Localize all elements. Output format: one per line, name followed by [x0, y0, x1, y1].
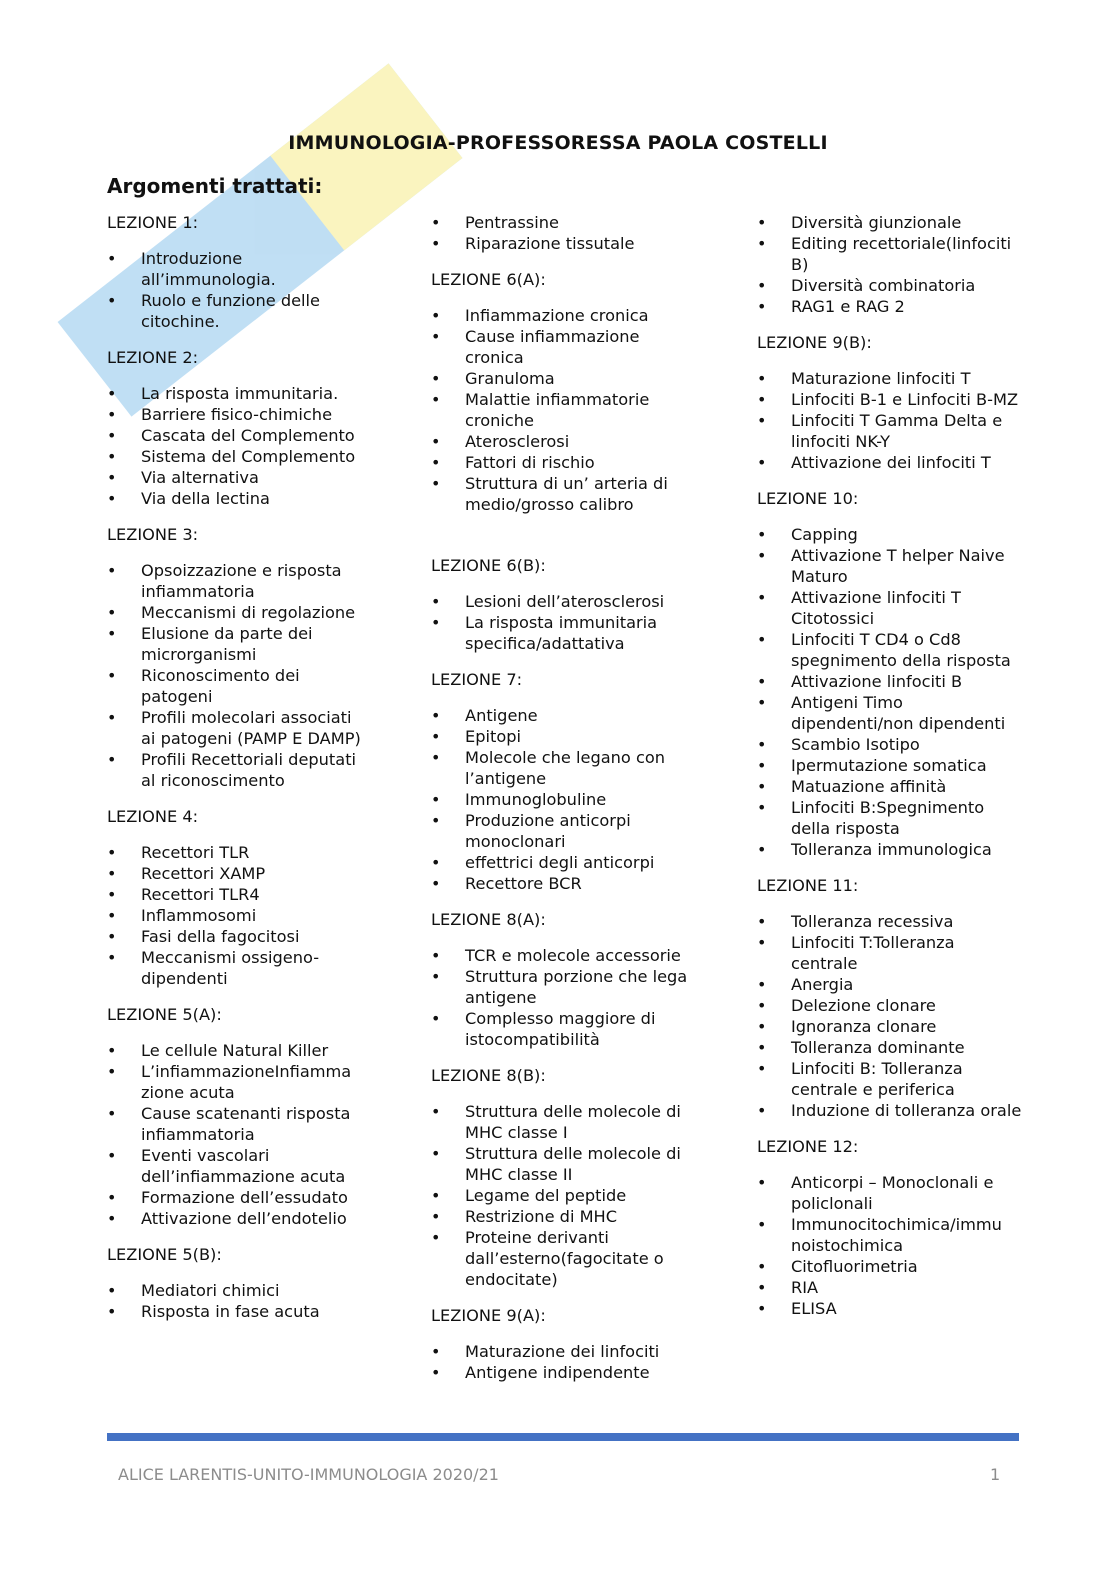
topic-item: • Capping [757, 524, 1022, 545]
lesson-1 [107, 212, 367, 332]
topic-list [431, 1341, 691, 1383]
document-title: IMMUNOLOGIA-PROFESSORESSA PAOLA COSTELLI [288, 132, 828, 154]
lesson-heading: LEZIONE 5(A): [107, 1005, 222, 1024]
topic-item: • Legame del peptide [431, 1185, 691, 1206]
lesson-heading: LEZIONE 1: [107, 213, 199, 232]
topic-item: • Elusione da parte dei microrganismi [107, 623, 367, 665]
lesson-6a [431, 269, 691, 515]
topic-item: • La risposta immunitaria specifica/adattativa [431, 612, 691, 654]
footer-text: ALICE LARENTIS-UNITO-IMMUNOLOGIA 2020/21 [118, 1465, 499, 1484]
topic-item: • Profili Recettoriali deputati al riconoscimento [107, 749, 367, 791]
lesson-heading: LEZIONE 9(A): [431, 1306, 546, 1325]
lesson-heading: LEZIONE 10: [757, 489, 859, 508]
topic-item: • Cascata del Complemento [107, 425, 367, 446]
lesson-10 [757, 488, 1022, 860]
lesson-heading: LEZIONE 9(B): [757, 333, 872, 352]
topic-item: • Linfociti B:Spegnimento della risposta [757, 797, 1022, 839]
topic-item: • Risposta in fase acuta [107, 1301, 367, 1322]
topic-list [431, 945, 691, 1050]
lesson-7 [431, 669, 691, 894]
topic-item: • Via alternativa [107, 467, 367, 488]
topic-item: • Formazione dell’essudato [107, 1187, 367, 1208]
topic-item: • Proteine derivanti dall’esterno(fagocitate o endocitate) [431, 1227, 691, 1290]
topic-list [431, 212, 691, 254]
lesson-5b [107, 1244, 367, 1322]
topic-item: • Opsoizzazione e risposta infiammatoria [107, 560, 367, 602]
topic-item: • Inflammosomi [107, 905, 367, 926]
lesson-12 [757, 1136, 1022, 1319]
topic-list [757, 911, 1022, 1121]
topic-item: • Maturazione linfociti T [757, 368, 1022, 389]
topic-item: • Recettori TLR [107, 842, 367, 863]
topics-heading: Argomenti trattati: [107, 174, 323, 198]
lesson-heading: LEZIONE 3: [107, 525, 199, 544]
topic-item: • Recettori XAMP [107, 863, 367, 884]
topic-item: • RAG1 e RAG 2 [757, 296, 1022, 317]
topic-item: • Struttura di un’ arteria di medio/grosso calibro [431, 473, 691, 515]
column-3 [757, 212, 1022, 1334]
topic-item: • Scambio Isotipo [757, 734, 1022, 755]
topic-item: • Fasi della fagocitosi [107, 926, 367, 947]
topic-item: • Linfociti T CD4 o Cd8 spegnimento della risposta [757, 629, 1022, 671]
topic-item: • Antigeni Timo dipendenti/non dipendenti [757, 692, 1022, 734]
topic-list [431, 1101, 691, 1290]
topic-item: • Anergia [757, 974, 1022, 995]
topic-item: • Antigene [431, 705, 691, 726]
lesson-5b-continued [431, 212, 691, 254]
topic-item: • effettrici degli anticorpi [431, 852, 691, 873]
topic-list [431, 305, 691, 515]
topic-item: • Editing recettoriale(linfociti B) [757, 233, 1022, 275]
lesson-heading: LEZIONE 11: [757, 876, 859, 895]
topic-item: • Mediatori chimici [107, 1280, 367, 1301]
topic-item: • Malattie infiammatorie croniche [431, 389, 691, 431]
topic-item: • Induzione di tolleranza orale [757, 1100, 1022, 1121]
topic-list [107, 842, 367, 989]
topic-item: • Le cellule Natural Killer [107, 1040, 367, 1061]
topic-item: • Eventi vascolari dell’infiammazione acuta [107, 1145, 367, 1187]
topic-list [757, 524, 1022, 860]
lesson-6b [431, 555, 691, 654]
topic-item: • La risposta immunitaria. [107, 383, 367, 404]
topic-item: • Anticorpi – Monoclonali e policlonali [757, 1172, 1022, 1214]
lesson-heading: LEZIONE 8(B): [431, 1066, 546, 1085]
topic-list [107, 383, 367, 509]
lesson-heading: LEZIONE 7: [431, 670, 523, 689]
topic-item: • Antigene indipendente [431, 1362, 691, 1383]
topic-item: • Epitopi [431, 726, 691, 747]
topic-item: • Cause infiammazione cronica [431, 326, 691, 368]
lesson-2 [107, 347, 367, 509]
page-number: 1 [990, 1465, 1001, 1484]
lesson-heading: LEZIONE 8(A): [431, 910, 546, 929]
topic-item: • Barriere fisico-chimiche [107, 404, 367, 425]
topic-item: • Cause scatenanti risposta infiammatoria [107, 1103, 367, 1145]
lesson-heading: LEZIONE 12: [757, 1137, 859, 1156]
topic-item: • Restrizione di MHC [431, 1206, 691, 1227]
lesson-8a [431, 909, 691, 1050]
topic-item: • Diversità combinatoria [757, 275, 1022, 296]
topic-item: • Meccanismi di regolazione [107, 602, 367, 623]
topic-item: • TCR e molecole accessorie [431, 945, 691, 966]
topic-item: • L’infiammazioneInfiamma zione acuta [107, 1061, 367, 1103]
topic-item: • Sistema del Complemento [107, 446, 367, 467]
lesson-5a [107, 1004, 367, 1229]
topic-item: • Lesioni dell’aterosclerosi [431, 591, 691, 612]
lesson-heading: LEZIONE 6(B): [431, 556, 546, 575]
topic-item: • Ruolo e funzione delle citochine. [107, 290, 367, 332]
topic-list [431, 705, 691, 894]
topic-item: • Tolleranza immunologica [757, 839, 1022, 860]
topic-item: • Immunoglobuline [431, 789, 691, 810]
topic-item: • Linfociti T:Tolleranza centrale [757, 932, 1022, 974]
column-1 [107, 212, 367, 1337]
topic-item: • Ignoranza clonare [757, 1016, 1022, 1037]
topic-item: • Matuazione affinità [757, 776, 1022, 797]
topic-list [757, 1172, 1022, 1319]
topic-item: • Infiammazione cronica [431, 305, 691, 326]
topic-list [757, 212, 1022, 317]
topic-item: • Recettore BCR [431, 873, 691, 894]
topic-item: • Pentrassine [431, 212, 691, 233]
topic-list [757, 368, 1022, 473]
topic-item: • Citofluorimetria [757, 1256, 1022, 1277]
topic-item: • Attivazione dell’endotelio [107, 1208, 367, 1229]
topic-item: • Diversità giunzionale [757, 212, 1022, 233]
topic-item: • Attivazione linfociti T Citotossici [757, 587, 1022, 629]
topic-item: • Linfociti B: Tolleranza centrale e periferica [757, 1058, 1022, 1100]
column-2 [431, 212, 691, 1398]
lesson-9a-continued [757, 212, 1022, 317]
topic-item: • Attivazione linfociti B [757, 671, 1022, 692]
topic-item: • Recettori TLR4 [107, 884, 367, 905]
topic-item: • Aterosclerosi [431, 431, 691, 452]
topic-item: • Fattori di rischio [431, 452, 691, 473]
topic-list [431, 591, 691, 654]
topic-item: • Profili molecolari associati ai patogeni (PAMP E DAMP) [107, 707, 367, 749]
lesson-heading: LEZIONE 5(B): [107, 1245, 222, 1264]
topic-item: • Via della lectina [107, 488, 367, 509]
lesson-heading: LEZIONE 6(A): [431, 270, 546, 289]
topic-list [107, 1040, 367, 1229]
topic-list [107, 560, 367, 791]
lesson-8b [431, 1065, 691, 1290]
topic-item: • Granuloma [431, 368, 691, 389]
topic-item: • Produzione anticorpi monoclonari [431, 810, 691, 852]
lesson-heading: LEZIONE 4: [107, 807, 199, 826]
topic-item: • Attivazione T helper Naive Maturo [757, 545, 1022, 587]
topic-item: • Struttura delle molecole di MHC classe I [431, 1101, 691, 1143]
lesson-4 [107, 806, 367, 989]
topic-item: • ELISA [757, 1298, 1022, 1319]
topic-item: • Complesso maggiore di istocompatibilità [431, 1008, 691, 1050]
topic-item: • Delezione clonare [757, 995, 1022, 1016]
lesson-9b [757, 332, 1022, 473]
topic-item: • Linfociti B-1 e Linfociti B-MZ [757, 389, 1022, 410]
topic-item: • Tolleranza recessiva [757, 911, 1022, 932]
lesson-9a [431, 1305, 691, 1383]
topic-item: • RIA [757, 1277, 1022, 1298]
topic-item: • Molecole che legano con l’antigene [431, 747, 691, 789]
topic-item: • Struttura porzione che lega antigene [431, 966, 691, 1008]
topic-item: • Riparazione tissutale [431, 233, 691, 254]
topic-item: • Tolleranza dominante [757, 1037, 1022, 1058]
footer-rule [107, 1433, 1019, 1441]
topic-list [107, 248, 367, 332]
topic-item: • Attivazione dei linfociti T [757, 452, 1022, 473]
topic-item: • Linfociti T Gamma Delta e linfociti NK-Y [757, 410, 1022, 452]
lesson-3 [107, 524, 367, 791]
topic-list [107, 1280, 367, 1322]
topic-item: • Ipermutazione somatica [757, 755, 1022, 776]
topic-item: • Struttura delle molecole di MHC classe II [431, 1143, 691, 1185]
lesson-11 [757, 875, 1022, 1121]
topic-item: • Meccanismi ossigeno-dipendenti [107, 947, 367, 989]
topic-item: • Riconoscimento dei patogeni [107, 665, 367, 707]
topic-item: • Maturazione dei linfociti [431, 1341, 691, 1362]
topic-item: • Immunocitochimica/immu noistochimica [757, 1214, 1022, 1256]
topic-item: • Introduzione all’immunologia. [107, 248, 367, 290]
lesson-heading: LEZIONE 2: [107, 348, 199, 367]
